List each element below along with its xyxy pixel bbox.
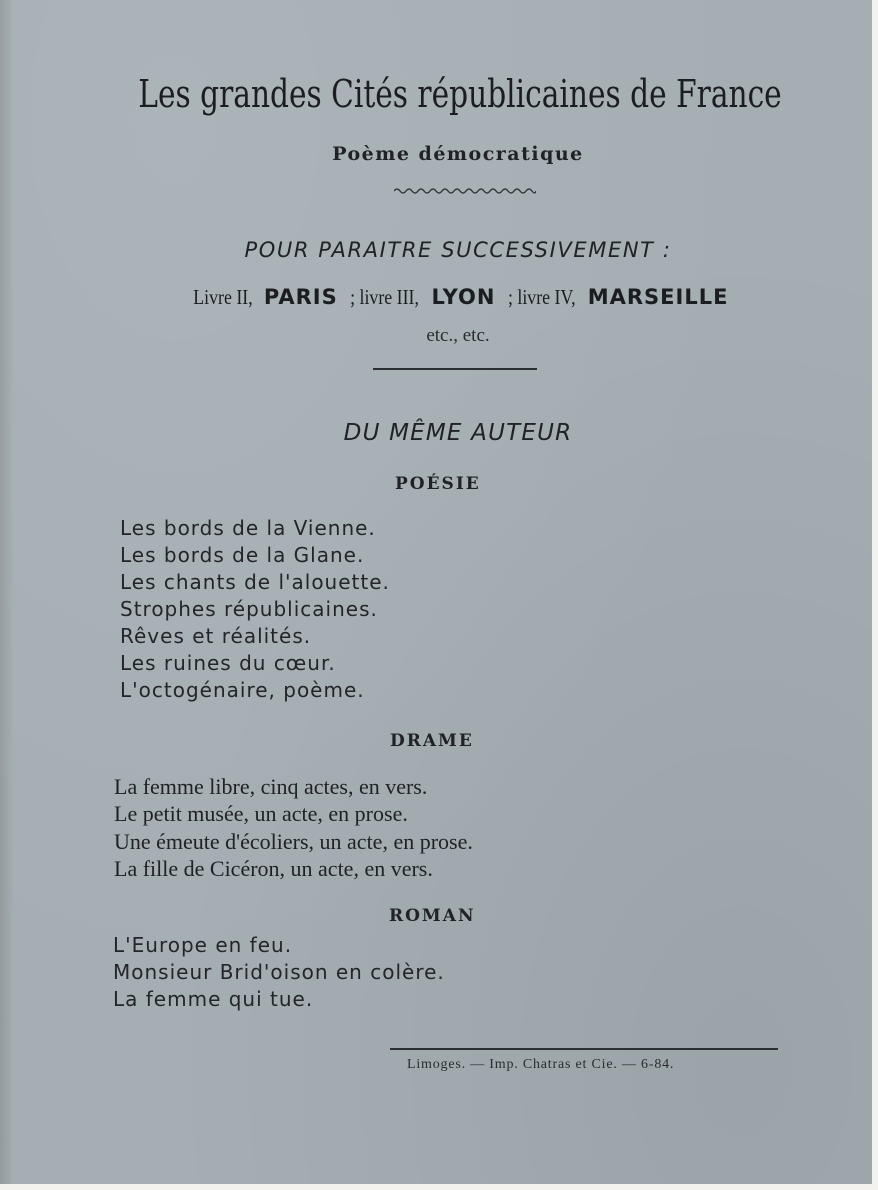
list-item: Le petit musée, un acte, en prose.: [114, 801, 408, 826]
livre4-city: MARSEILLE: [587, 285, 729, 309]
list-item: La femme qui tue.: [113, 987, 314, 1011]
list-item: Les bords de la Glane.: [120, 543, 365, 567]
list-item: Les bords de la Vienne.: [120, 516, 376, 540]
printer-imprint: Limoges. — Imp. Chatras et Cie. — 6-84.: [407, 1057, 675, 1072]
livre3-prefix: ; livre III,: [350, 285, 420, 309]
list-item: Strophes républicaines.: [120, 597, 378, 621]
livre3-city: LYON: [431, 285, 496, 309]
list-item: Rêves et réalités.: [120, 624, 312, 648]
livre2-city: PARIS: [263, 285, 338, 309]
list-item: Les ruines du cœur.: [120, 651, 336, 675]
series-title: Les grandes Cités républicaines de France: [138, 72, 782, 116]
list-item: Monsieur Brid'oison en colère.: [113, 960, 445, 984]
imprint-rule: [390, 1048, 778, 1050]
divider-rule: [373, 368, 537, 370]
forthcoming-heading: POUR PARAITRE SUCCESSIVEMENT :: [244, 238, 672, 262]
same-author-heading: DU MÊME AUTEUR: [343, 420, 573, 446]
section-heading-roman: ROMAN: [389, 906, 476, 926]
section-heading-drame: DRAME: [390, 731, 474, 751]
page-shadow-edge: [0, 0, 14, 1184]
scan-margin-right: [872, 0, 878, 1190]
livre2-prefix: Livre II,: [192, 285, 253, 309]
list-item: Les chants de l'alouette.: [120, 570, 390, 594]
forthcoming-books-line: [0, 285, 878, 310]
list-item: L'Europe en feu.: [113, 933, 293, 957]
list-item: Une émeute d'écoliers, un acte, en prose.: [114, 829, 473, 854]
list-item: L'octogénaire, poème.: [120, 678, 365, 702]
wavy-ornament: [394, 186, 536, 196]
scan-margin-bottom: [0, 1184, 878, 1190]
list-item: La fille de Cicéron, un acte, en vers.: [114, 856, 433, 881]
section-heading-poesie: POÉSIE: [395, 474, 481, 494]
etc-text: etc., etc.: [426, 325, 490, 346]
list-item: La femme libre, cinq actes, en vers.: [114, 774, 428, 799]
series-subtitle: Poème démocratique: [332, 143, 584, 165]
livre4-prefix: ; livre IV,: [507, 285, 576, 309]
